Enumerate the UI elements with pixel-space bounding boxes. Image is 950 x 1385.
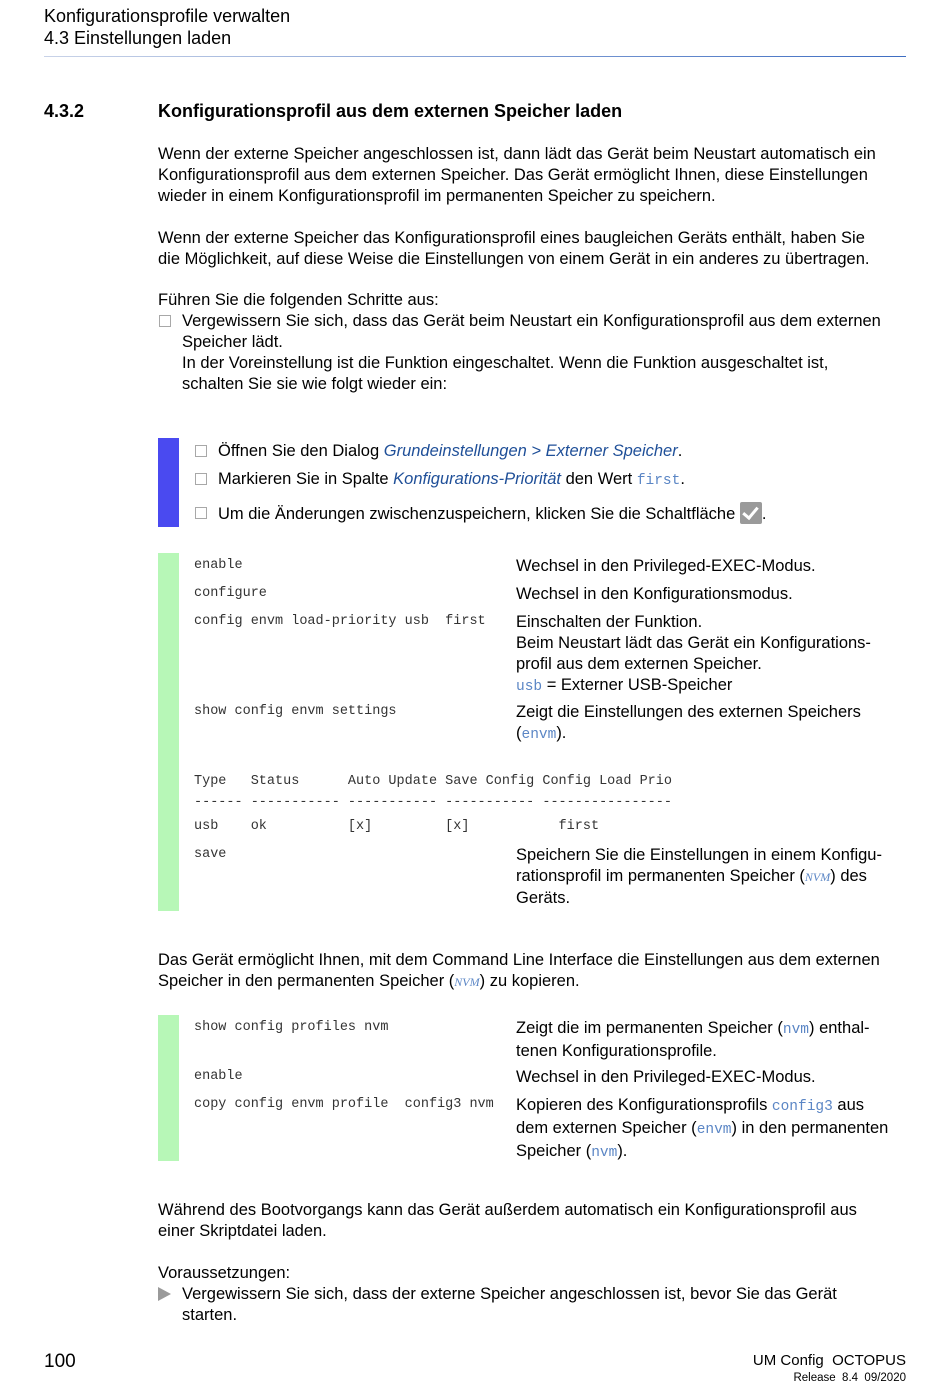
checkmark-save-icon[interactable] bbox=[740, 502, 762, 524]
description-text: Kopieren des Konfigurationsprofils bbox=[516, 1096, 772, 1114]
prerequisite-line: starten. bbox=[182, 1306, 238, 1324]
cli-description bbox=[516, 1095, 908, 1164]
paragraph-cli-copy bbox=[158, 950, 908, 993]
gui-step-text: . bbox=[680, 470, 685, 488]
nvm-term: NVM bbox=[454, 975, 480, 989]
cli-command: config envm load-priority usb first bbox=[194, 614, 486, 629]
description-text: ). bbox=[617, 1142, 628, 1160]
cli-command: enable bbox=[194, 1069, 243, 1084]
column-name: Konfigurations-Priorität bbox=[393, 470, 561, 488]
step-line: Speicher lädt. bbox=[182, 333, 283, 351]
gui-step-text: den Wert bbox=[561, 470, 637, 488]
cli-description bbox=[516, 845, 908, 909]
value-code: nvm bbox=[782, 1022, 809, 1038]
value-code: config3 bbox=[771, 1099, 833, 1115]
description-text: ) des bbox=[830, 867, 867, 885]
paragraph-line: Konfigurationsprofil aus dem externen Speicher. Das Gerät ermöglicht Ihnen, diese Einstellungen bbox=[158, 166, 868, 184]
paragraph-line bbox=[158, 971, 908, 993]
cli-output-header: Type Status Auto Update Save Config Config Load Prio bbox=[194, 774, 672, 789]
cli-marker-bar bbox=[158, 1015, 179, 1161]
cli-description: Wechsel in den Privileged-EXEC-Modus. bbox=[516, 557, 816, 575]
gui-step-text: Um die Änderungen zwischenzuspeichern, klicken Sie die Schaltfläche bbox=[218, 505, 740, 523]
description-text: ) enthal- bbox=[809, 1019, 870, 1037]
paragraph-line: die Möglichkeit, auf diese Weise die Einstellungen von einem Gerät in ein anderes zu übertragen. bbox=[158, 250, 870, 268]
cli-command: enable bbox=[194, 558, 243, 573]
nvm-term: NVM bbox=[804, 870, 831, 884]
section-number: 4.3.2 bbox=[44, 101, 85, 121]
description-line: Zeigt die Einstellungen des externen Speichers bbox=[516, 703, 861, 721]
cli-command: copy config envm profile config3 nvm bbox=[194, 1097, 494, 1112]
step-checkbox-icon bbox=[159, 315, 171, 327]
description-line bbox=[516, 1118, 908, 1141]
prerequisite-item bbox=[182, 1284, 908, 1326]
paragraph-line: Wenn der externe Speicher angeschlossen ist, dann lädt das Gerät beim Neustart automatisch ein bbox=[158, 145, 876, 163]
value-code: usb bbox=[516, 679, 543, 695]
description-line bbox=[516, 866, 908, 888]
cli-command: save bbox=[194, 847, 227, 862]
paragraph-line: Das Gerät ermöglicht Ihnen, mit dem Command Line Interface die Einstellungen aus dem externen bbox=[158, 951, 880, 969]
prerequisites-label: Voraussetzungen: bbox=[158, 1264, 291, 1282]
description-line bbox=[516, 1018, 908, 1041]
section-title: Konfigurationsprofil aus dem externen Speicher laden bbox=[158, 101, 623, 121]
description-line: Speichern Sie die Einstellungen in einem Konfigu- bbox=[516, 846, 882, 864]
cli-command: show config profiles nvm bbox=[194, 1020, 389, 1035]
description-text: dem externen Speicher ( bbox=[516, 1119, 697, 1137]
cli-description bbox=[516, 612, 908, 698]
cli-command: configure bbox=[194, 586, 267, 601]
cli-command: show config envm settings bbox=[194, 704, 397, 719]
cli-output-row: usb ok [x] [x] first bbox=[194, 819, 600, 834]
gui-step-save bbox=[218, 502, 766, 525]
gui-step-text: Markieren Sie in Spalte bbox=[218, 470, 394, 488]
header-chapter: Konfigurationsprofile verwalten bbox=[44, 6, 291, 26]
dialog-path-link[interactable]: Grundeinstellungen > Externer Speicher bbox=[383, 442, 678, 460]
description-text: ). bbox=[556, 724, 567, 742]
paragraph-line: Wenn der externe Speicher das Konfigurationsprofil eines baugleichen Geräts enthält, haben Sie bbox=[158, 229, 865, 247]
cli-description bbox=[516, 1018, 908, 1062]
cli-description bbox=[516, 702, 908, 746]
paragraph-text: ) zu kopieren. bbox=[479, 972, 580, 990]
paragraph-line: wieder in einem Konfigurationsprofil im permanenten Speicher zu speichern. bbox=[158, 187, 716, 205]
description-line: Geräts. bbox=[516, 889, 571, 907]
step-line: In der Voreinstellung ist die Funktion eingeschaltet. Wenn die Funktion ausgeschaltet ist, bbox=[182, 354, 829, 372]
gui-marker-bar bbox=[158, 438, 179, 527]
paragraph-line: Während des Bootvorgangs kann das Gerät außerdem automatisch ein Konfigurationsprofil aus bbox=[158, 1201, 857, 1219]
step-checkbox-icon bbox=[195, 445, 207, 457]
step-checkbox-icon bbox=[195, 507, 207, 519]
description-text: ) in den permanenten bbox=[731, 1119, 889, 1137]
header-section: 4.3 Einstellungen laden bbox=[44, 28, 232, 48]
header-rule bbox=[44, 56, 906, 57]
step-line: schalten Sie sie wie folgt wieder ein: bbox=[182, 375, 448, 393]
value-code: nvm bbox=[591, 1145, 618, 1161]
gui-step-open-dialog bbox=[218, 441, 682, 462]
page-number: 100 bbox=[44, 1351, 76, 1372]
cli-output-rule: ------ ----------- ----------- ----------- ---------------- bbox=[194, 795, 672, 810]
paragraph-text: Speicher in den permanenten Speicher ( bbox=[158, 972, 455, 990]
description-line bbox=[516, 1141, 908, 1164]
value-code: first bbox=[636, 473, 681, 489]
paragraph-intro bbox=[158, 144, 908, 207]
description-line: Beim Neustart lädt das Gerät ein Konfigurations- bbox=[516, 634, 871, 652]
paragraph-line: einer Skriptdatei laden. bbox=[158, 1222, 327, 1240]
gui-step-text: . bbox=[761, 505, 767, 523]
paragraph-boot bbox=[158, 1200, 908, 1242]
value-code: envm bbox=[521, 727, 557, 743]
gui-step-mark-value bbox=[218, 469, 685, 492]
description-text: Speicher ( bbox=[516, 1142, 592, 1160]
description-text: ( bbox=[516, 724, 522, 742]
cli-description: Wechsel in den Konfigurationsmodus. bbox=[516, 585, 793, 603]
description-line: profil aus dem externen Speicher. bbox=[516, 655, 762, 673]
description-line: Einschalten der Funktion. bbox=[516, 613, 703, 631]
description-text: rationsprofil im permanenten Speicher ( bbox=[516, 867, 805, 885]
prerequisite-line: Vergewissern Sie sich, dass der externe Speicher angeschlossen ist, bevor Sie das Gerät bbox=[182, 1285, 837, 1303]
paragraph-steps-intro: Führen Sie die folgenden Schritte aus: bbox=[158, 291, 439, 309]
cli-marker-bar bbox=[158, 553, 179, 911]
step-checkbox-icon bbox=[195, 473, 207, 485]
step-1 bbox=[182, 311, 908, 395]
description-line bbox=[516, 723, 908, 746]
gui-step-text: Öffnen Sie den Dialog bbox=[218, 442, 384, 460]
paragraph-transfer bbox=[158, 228, 908, 270]
description-line bbox=[516, 675, 908, 698]
gui-step-text: . bbox=[677, 442, 683, 460]
description-text: = Externer USB-Speicher bbox=[542, 676, 733, 694]
cli-description: Wechsel in den Privileged-EXEC-Modus. bbox=[516, 1068, 816, 1086]
document-title: UM Config OCTOPUS bbox=[752, 1352, 906, 1369]
description-text: Zeigt die im permanenten Speicher ( bbox=[516, 1019, 783, 1037]
step-line: Vergewissern Sie sich, dass das Gerät beim Neustart ein Konfigurationsprofil aus dem externen bbox=[182, 312, 881, 330]
value-code: envm bbox=[696, 1122, 732, 1138]
release-info: Release 8.4 09/2020 bbox=[793, 1372, 906, 1384]
description-line bbox=[516, 1095, 908, 1118]
description-line: tenen Konfigurationsprofile. bbox=[516, 1042, 717, 1060]
description-text: aus bbox=[832, 1096, 865, 1114]
prerequisite-triangle-icon bbox=[158, 1287, 171, 1301]
